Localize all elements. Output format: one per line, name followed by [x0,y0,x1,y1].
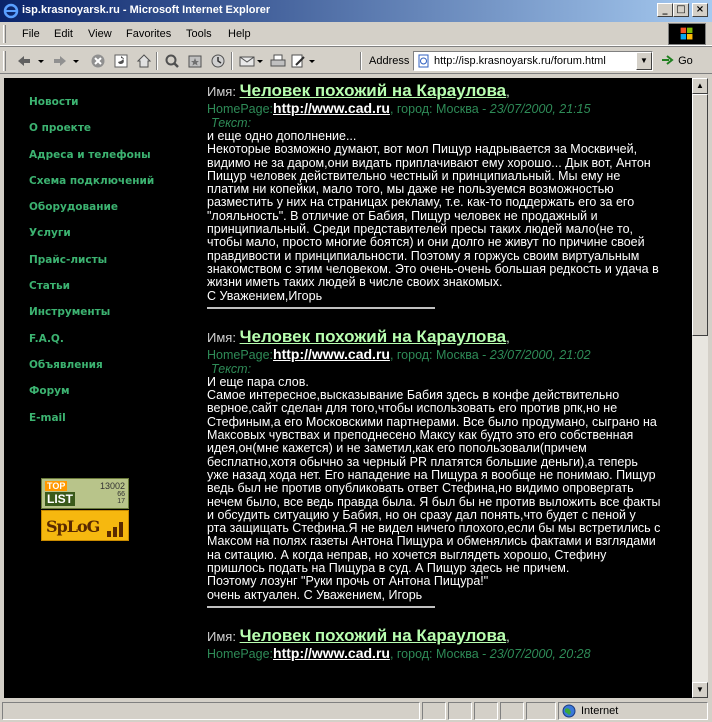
post-line: уже назад хода нет. Его нападение на Пищура я вообще не понимаю. Пищур [207,467,656,482]
sidebar-item-announcements[interactable]: Объявления [29,358,103,371]
homepage-label: HomePage: [207,347,274,362]
post-line: "лояльность". В отличие от Бабия, Пищур человек не продажный и [207,208,598,223]
city-label: , город: Москва - [389,102,490,116]
post-meta [207,100,662,117]
city-label: , город: Москва - [389,347,490,362]
post-line: рта защищать Стефина.Я не видел ничего плохого,если бы мы встретились с [207,521,661,536]
mail-dropdown-icon[interactable] [256,53,264,69]
post-line: С Уважением,Игорь [207,288,323,303]
sidebar-item-tools[interactable]: Инструменты [29,306,111,319]
city-label: , город: Москва - [389,646,490,661]
toplist-online: 17 [117,498,125,505]
forum-posts [207,83,662,682]
author-comma: , [506,628,510,644]
go-button[interactable] [661,53,693,69]
menu-file[interactable]: File [22,28,40,40]
post-line: чтобы мало, просто многие боятся) и они долго не живут по причине своей [207,235,645,250]
zone-panel [558,702,708,720]
post-line: Максовых чувствах и преподнесено Максу как будто это его собственная [207,428,634,443]
toolbar-separator [360,52,362,70]
refresh-icon[interactable] [113,53,129,69]
post-line: идея,он(мне кажется) и не заметил,как его попользовали(причем [207,441,587,456]
edit-icon[interactable] [290,53,306,69]
forum-post [207,326,662,608]
favorites-icon[interactable] [187,53,203,69]
splog-counter-badge[interactable] [41,510,129,541]
name-label: Имя: [207,329,236,345]
toplist-today: 66 [117,491,125,498]
post-line: Некоторые возможно думают, вот мол Пищур надрывается за Москвичей, [207,142,638,157]
post-header [207,83,662,100]
post-date: 23/07/2000, 21:02 [489,347,591,362]
address-input[interactable]: http://isp.krasnoyarsk.ru/forum.html [434,55,606,67]
security-zone-label: Internet [581,705,619,717]
post-line: нечем было, все ведь правда была. Я был бы не против выложить все факты [207,494,661,509]
post-meta [207,645,662,662]
menu-grip [3,25,6,43]
toolbar-grip [3,51,6,71]
author-link[interactable]: Человек похожий на Караулова [239,81,507,100]
vertical-scrollbar[interactable] [692,78,708,698]
text-label: Текст: [211,116,252,130]
post-line: очень актуален. С Уважением, Игорь [207,587,423,602]
status-panel [448,702,472,720]
status-panel [474,702,498,720]
post-line: правдивости и принципиальности. Поэтому я горжусь своим виртуальным [207,248,640,263]
post-line: и обсудить ситуацию у Бабия, но он сразу дал понять,что будет с пеной у [207,507,636,522]
post-meta [207,346,662,363]
post-line: разместить у них на страницах рекламу, т.е. как-то поддержать его за его [207,195,635,210]
post-line: И еще пара слов. [207,374,309,389]
sidebar-item-articles[interactable]: Статьи [29,280,70,293]
scroll-up-icon[interactable]: ▲ [692,78,708,94]
mail-icon[interactable] [239,53,255,69]
post-header [207,326,662,346]
windows-logo-icon [668,23,706,45]
menu-tools[interactable]: Tools [186,28,212,40]
author-comma: , [506,84,510,99]
menu-help[interactable]: Help [228,28,251,40]
post-line: Пищур человек действительно честный и принципиальный. Мы ему не [207,168,621,183]
author-link[interactable]: Человек похожий на Караулова [239,326,507,346]
back-dropdown-icon[interactable] [37,53,45,69]
post-line: знакомством с этим человеком. Это очень-очень большая редкость и удача в [207,261,659,276]
name-label: Имя: [207,628,236,644]
post-header [207,625,662,645]
post-body [207,130,662,303]
author-comma: , [506,329,510,345]
minimize-button[interactable]: _ [657,3,673,17]
print-icon[interactable] [270,53,286,69]
sidebar-nav [29,96,189,438]
bar-chart-icon [106,521,124,537]
forward-dropdown-icon[interactable] [72,53,80,69]
post-line: пришлось подать на Пищура в суд. А Пищур здесь не причем. [207,561,570,576]
post-separator [207,606,435,608]
sidebar-item-addresses[interactable]: Адреса и телефоны [29,148,151,161]
sidebar-item-faq[interactable]: F.A.Q. [29,332,64,345]
toolbar-separator [156,52,158,70]
post-line: Максом на полях газеты Антона Пищура и обменялись фактами и взглядами [207,534,656,549]
sidebar-item-forum[interactable]: Форум [29,385,70,398]
ie-logo-icon [3,3,19,19]
post-line: принципиальный. Среди представителей пресы таких людей мало(не то, [207,222,634,237]
sidebar-item-about[interactable]: О проекте [29,122,92,135]
address-label: Address [369,55,410,67]
page-viewport [4,78,692,698]
stop-icon[interactable] [90,53,106,69]
post-date: 23/07/2000, 21:15 [489,102,591,116]
homepage-link[interactable]: http://www.cad.ru [273,345,390,362]
post-body [207,376,662,602]
post-line: платим ни копейки, мало того, мы даже не пользуемся возможностью [207,182,614,197]
sidebar-item-news[interactable]: Новости [29,96,79,108]
post-line: ведь был не против опубликовать ответ Стефина,но видимо опровергать [207,481,634,496]
address-dropdown-icon[interactable]: ▼ [636,52,652,70]
globe-icon [562,704,576,718]
edit-dropdown-icon[interactable] [308,53,316,69]
close-button[interactable]: × [692,3,708,17]
title-bar [0,0,712,22]
post-line: на ситацию. А когда неправ, но хочется выглядеть хорошо, Стефину [207,547,607,562]
forum-post [207,625,662,662]
post-line: бесплатно,хотя обычно за черный PR платятся большие деньги),а теперь [207,454,638,469]
sidebar-item-email[interactable]: E-mail [29,411,66,424]
status-panel [422,702,446,720]
homepage-label: HomePage: [207,646,274,661]
menu-bar [0,22,712,46]
homepage-label: HomePage: [207,102,274,116]
status-panel [526,702,556,720]
home-icon[interactable] [136,53,152,69]
forum-post [207,83,662,309]
post-date: 23/07/2000, 20:28 [489,646,591,661]
toplist-list-label: LIST [47,492,73,506]
menu-favorites[interactable]: Favorites [126,28,172,40]
post-line: и еще одно дополнение... [207,129,357,143]
homepage-link[interactable]: http://www.cad.ru [273,100,390,116]
author-link[interactable]: Человек похожий на Караулова [239,625,507,645]
back-icon[interactable] [16,53,32,69]
maximize-button[interactable]: □ [673,3,689,17]
address-bar[interactable] [413,51,653,71]
sidebar-item-connection-scheme[interactable]: Схема подключений [29,174,155,187]
text-label: Текст: [211,361,252,376]
forward-icon[interactable] [52,53,68,69]
scroll-down-icon[interactable]: ▼ [692,682,708,698]
toplist-total: 13002 [99,481,125,491]
status-panel [500,702,524,720]
search-icon[interactable] [164,53,180,69]
page-icon [417,54,431,68]
status-text-panel [2,702,420,720]
sidebar-item-price-lists[interactable]: Прайс-листы [29,253,108,266]
sidebar-item-equipment[interactable]: Оборудование [29,201,118,214]
toplist-top-label: TOP [47,481,66,491]
splog-label: SpLoG [46,517,100,536]
post-line: видимо не за даром,они видать приплачивают ему хорошо... Дык вот, Антон [207,155,651,170]
homepage-link[interactable]: http://www.cad.ru [273,644,390,661]
scroll-thumb[interactable] [692,94,708,336]
toplist-counter-badge[interactable] [41,478,129,509]
menu-edit[interactable]: Edit [54,28,73,40]
menu-view[interactable]: View [88,28,112,40]
post-line: Поэтому лозунг "Руки прочь от Антона Пищура!" [207,574,489,589]
post-line: Стефиным,а его Московскими партнерами. Все было продумано, сыграно на [207,414,657,429]
name-label: Имя: [207,84,236,99]
post-line: жизни иметь таких людей в числе своих знакомых. [207,275,503,290]
post-line: верное,сайт сделан для того,чтобы использовать его против рпк,но не [207,401,618,416]
go-label: Go [678,55,693,67]
status-bar [0,700,712,722]
post-line: Самое интересное,высказывание Бабия здесь в конфе действительно [207,388,620,403]
history-icon[interactable] [210,53,226,69]
sidebar-item-services[interactable]: Услуги [29,227,71,240]
toolbar [0,46,712,74]
go-arrow-icon [661,53,675,67]
post-separator [207,307,435,309]
toolbar-separator [231,52,233,70]
window-title: isp.krasnoyarsk.ru - Microsoft Internet Explorer [22,4,271,16]
